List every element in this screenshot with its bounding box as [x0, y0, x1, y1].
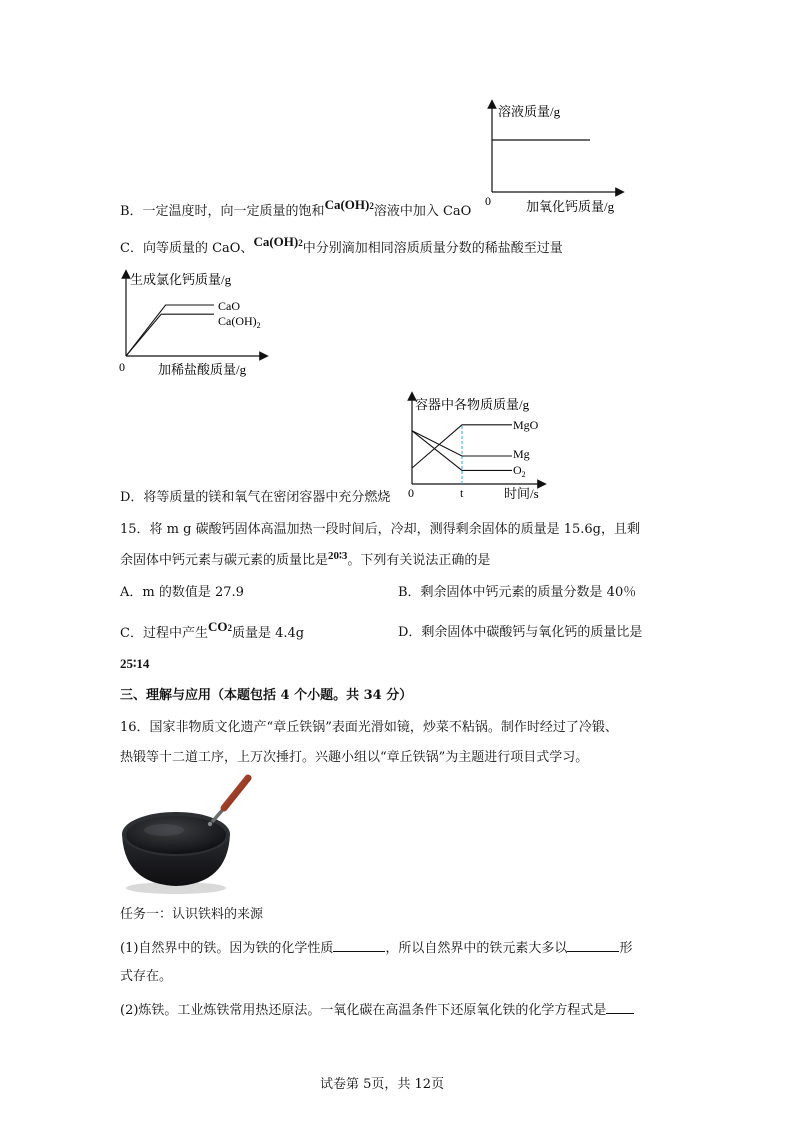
q16-line1: 16．国家非物质文化遗产“章丘铁锅”表面光滑如镜，炒菜不粘锅。制作时经过了冷锻、: [120, 720, 618, 735]
option-c-formula: [253, 234, 302, 249]
q16-part1-b: ，所以自然界中的铁元素大多以: [385, 941, 568, 956]
q15-option-c-prefix: C．过程中产生: [120, 626, 208, 641]
q15-option-d-ratio: 25∶14: [120, 656, 150, 671]
q16-line2: 热锻等十二道工序，上万次捶打。兴趣小组以“章丘铁锅”为主题进行项目式学习。: [120, 750, 589, 765]
option-c-formula-sub: 2: [298, 238, 303, 248]
q15-option-c: [120, 619, 305, 642]
wok-highlight: [144, 824, 184, 836]
chart-d-label-o2-text: O: [513, 463, 522, 477]
q16-part1-a: (1)自然界中的铁。因为铁的化学性质: [120, 941, 334, 956]
q15-option-a: A．m 的数值是 27.9: [120, 585, 244, 600]
q15-option-c-formula-sub: 2: [227, 623, 232, 633]
blank-1[interactable]: [333, 939, 385, 952]
option-b-formula-text: Ca(OH): [324, 197, 370, 212]
option-b-suffix: 溶液中加入 CaO: [373, 204, 472, 219]
chart-d-label-mgo: MgO: [513, 418, 539, 432]
chart-c-series-caoh2: [126, 314, 214, 356]
chart-d-label-mg: Mg: [513, 447, 530, 461]
q16-part2-text: (2)炼铁。工业炼铁常用热还原法。一氧化碳在高温条件下还原氧化铁的化学方程式是: [120, 1003, 607, 1018]
chart-c: [114, 268, 284, 380]
chart-c-ylabel: 生成氯化钙质量/g: [130, 272, 232, 287]
page-footer: 试卷第 5页，共 12页: [320, 1077, 445, 1092]
q16-part2: [120, 1001, 634, 1019]
q15-option-c-suffix: 质量是 4.4g: [231, 626, 305, 641]
chart-b-ylabel: 溶液质量/g: [498, 104, 561, 119]
q15-line2-suffix: 。下列有关说法正确的是: [347, 553, 491, 568]
chart-d-xlabel: 时间/s: [504, 486, 539, 501]
chart-d-origin: 0: [408, 486, 414, 500]
wok-illustration: [118, 772, 258, 898]
chart-c-xlabel: 加稀盐酸质量/g: [158, 362, 247, 377]
q16-part1-c: 形: [619, 941, 633, 956]
blank-3[interactable]: [606, 1001, 634, 1014]
q15-line2: [120, 550, 491, 569]
chart-c-label-caoh2: [218, 314, 261, 330]
chart-c-origin: 0: [119, 360, 125, 374]
chart-d-ylabel: 容器中各物质质量/g: [415, 397, 530, 412]
option-c: [120, 234, 563, 257]
q16-part1-line2: 式存在。: [120, 969, 173, 984]
chart-d-label-o2-sub: 2: [521, 470, 526, 479]
wok-handle-grip: [224, 778, 248, 808]
section-heading: 三、理解与应用（本题包括 4 个小题。共 34 分）: [120, 688, 413, 703]
option-b-formula-sub: 2: [369, 201, 374, 211]
option-b-prefix: B．一定温度时，向一定质量的饱和: [120, 204, 325, 219]
chart-d-t-label: t: [460, 486, 464, 500]
task1-heading: 任务一：认识铁料的来源: [120, 907, 264, 922]
chart-d-label-o2: [513, 463, 526, 479]
q15-option-c-formula-text: CO: [207, 619, 228, 634]
option-c-suffix: 中分别滴加相同溶质质量分数的稀盐酸至过量: [302, 241, 563, 256]
chart-d: [400, 390, 560, 502]
chart-b-xlabel: 加氧化钙质量/g: [526, 199, 615, 214]
chart-b: [480, 96, 640, 216]
option-b: [120, 197, 472, 220]
q15-option-c-formula: [208, 619, 232, 634]
q15-option-d: D．剩余固体中碳酸钙与氧化钙的质量比是: [398, 625, 643, 640]
wok-rivet: [208, 822, 212, 826]
chart-c-label-caoh2-sub: 2: [256, 321, 261, 330]
q15-line2-prefix: 余固体中钙元素与碳元素的质量比是: [120, 553, 329, 568]
chart-b-origin: 0: [485, 194, 491, 208]
option-c-formula-text: Ca(OH): [253, 234, 299, 249]
option-c-prefix: C．向等质量的 CaO、: [120, 241, 254, 256]
wok-inside: [126, 816, 226, 854]
chart-c-label-caoh2-text: Ca(OH): [218, 314, 257, 328]
q15-ratio: 20∶3: [328, 550, 348, 562]
q16-part1: [120, 939, 632, 957]
option-d: D．将等质量的镁和氧气在密闭容器中充分燃烧: [120, 490, 391, 505]
option-b-formula: [325, 197, 374, 212]
q15-line1: 15．将 m g 碳酸钙固体高温加热一段时间后，冷却，测得剩余固体的质量是 15.6g，且剩: [120, 522, 640, 537]
chart-c-label-cao: CaO: [218, 299, 240, 313]
q15-option-b: B．剩余固体中钙元素的质量分数是 40％: [398, 585, 637, 600]
chart-c-series-cao: [126, 305, 214, 356]
blank-2[interactable]: [567, 939, 619, 952]
